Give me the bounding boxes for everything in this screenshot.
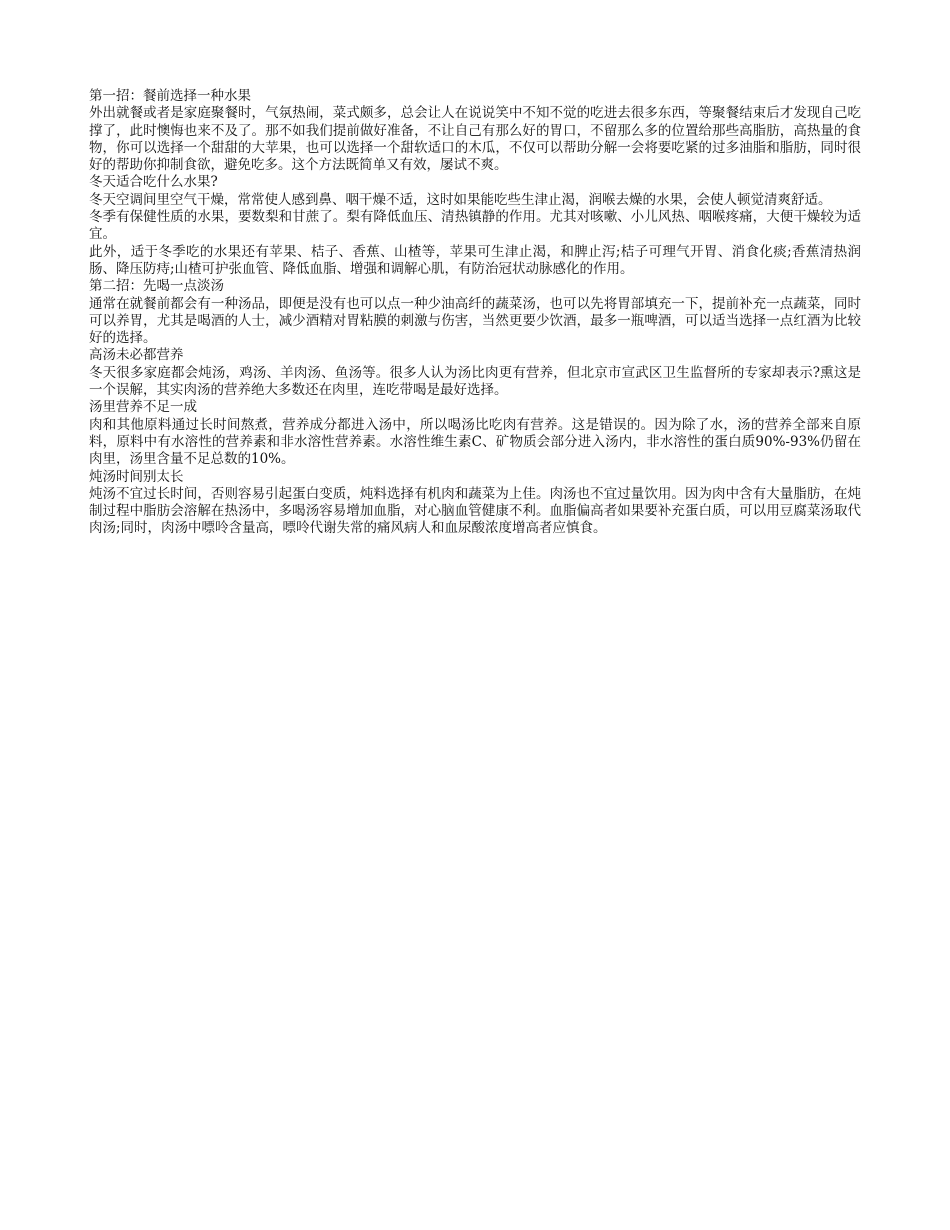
paragraph: 冬天空调间里空气干燥，常常使人感到鼻、咽干燥不适，这时如果能吃些生津止渴，润喉去燥的水果，会使人顿觉清爽舒适。 [89, 191, 832, 208]
paragraph: 此外，适于冬季吃的水果还有苹果、桔子、香蕉、山楂等，苹果可生津止渴，和脾止泻;桔子可理气开胃、消食化痰;香蕉清热润肠、降压防痔;山楂可护张血管、降低血脂、增强和调解心肌，有防治冠状动脉感化的作用。 [89, 243, 861, 277]
paragraph: 肉和其他原料通过长时间熬煮，营养成分都进入汤中，所以喝汤比吃肉有营养。这是错误的。因为除了水，汤的营养全部来自原料，原料中有水溶性的营养素和非水溶性营养素。水溶性维生素C、矿物质会部分进入汤内，非水溶性的蛋白质90%-93%仍留在肉里，汤里含量不足总数的10%。 [89, 416, 861, 468]
section-heading: 高汤未必都营养 [89, 347, 184, 364]
section-heading: 汤里营养不足一成 [89, 399, 197, 416]
section-heading: 炖汤时间别太长 [89, 468, 184, 485]
section-heading: 冬天适合吃什么水果? [89, 174, 218, 191]
paragraph: 冬季有保健性质的水果，要数梨和甘蔗了。梨有降低血压、清热镇静的作用。尤其对咳嗽、小儿风热、咽喉疼痛，大便干燥较为适宜。 [89, 209, 861, 243]
paragraph: 冬天很多家庭都会炖汤，鸡汤、羊肉汤、鱼汤等。很多人认为汤比肉更有营养，但北京市宣武区卫生监督所的专家却表示?熏这是一个误解，其实肉汤的营养绝大多数还在肉里，连吃带喝是最好选择。 [89, 364, 861, 399]
paragraph: 炖汤不宜过长时间，否则容易引起蛋白变质，炖料选择有机肉和蔬菜为上佳。肉汤也不宜过量饮用。因为肉中含有大量脂肪，在炖制过程中脂肪会溶解在热汤中，多喝汤容易增加血脂，对心脑血管健康不利。血脂偏高者如果要补充蛋白质，可以用豆腐菜汤取代肉汤;同时，肉汤中嘌呤含量高，嘌呤代谢失常的痛风病人和血尿酸浓度增高者应慎食。 [89, 485, 861, 537]
section-heading: 第二招：先喝一点淡汤 [89, 278, 224, 295]
section-heading: 第一招：餐前选择一种水果 [89, 88, 251, 104]
article-body [89, 88, 861, 538]
paragraph: 外出就餐或者是家庭聚餐时，气氛热闹，菜式颇多，总会让人在说说笑中不知不觉的吃进去很多东西，等聚餐结束后才发现自己吃撑了，此时懊悔也来不及了。那不如我们提前做好准备，不让自己有那么好的胃口，不留那么多的位置给那些高脂肪，高热量的食物，你可以选择一个甜甜的大苹果，也可以选择一个甜软适口的木瓜，不仅可以帮助分解一会将要吃紧的过多油脂和脂肪，同时很好的帮助你抑制食欲，避免吃多。这个方法既简单又有效，屡试不爽。 [89, 105, 861, 174]
paragraph: 通常在就餐前都会有一种汤品，即便是没有也可以点一种少油高纤的蔬菜汤，也可以先将胃部填充一下，提前补充一点蔬菜，同时可以养胃，尤其是喝酒的人士，减少酒精对胃粘膜的刺激与伤害，当然更要少饮酒，最多一瓶啤酒，可以适当选择一点红酒为比较好的选择。 [89, 295, 861, 347]
